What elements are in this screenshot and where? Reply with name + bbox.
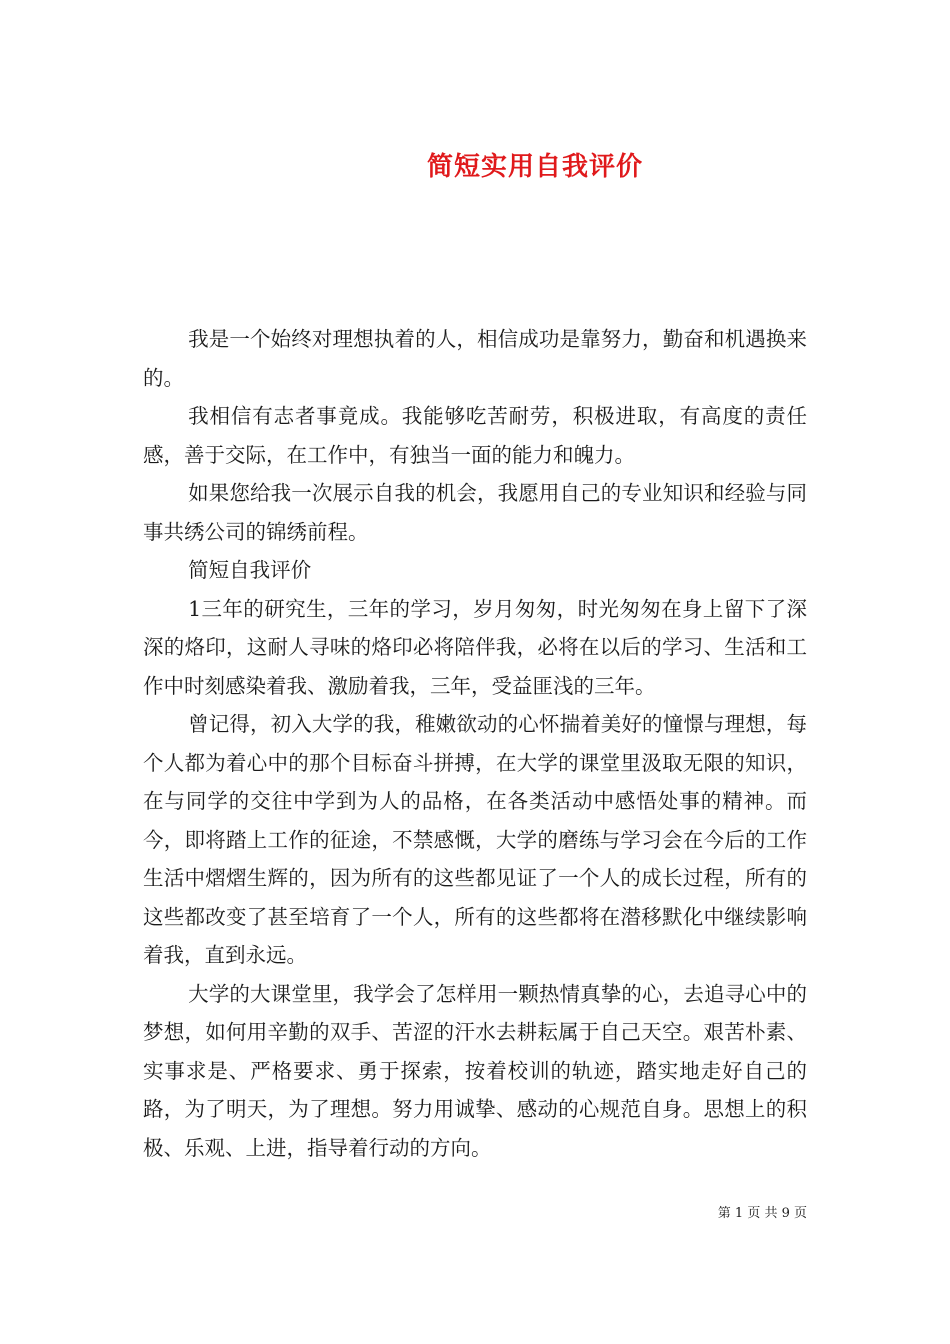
document-title: 简短实用自我评价: [426, 152, 643, 183]
paragraph: 大学的大课堂里，我学会了怎样用一颗热情真挚的心，去追寻心中的梦想，如何用辛勤的双手、苦涩的汗水去耕耘属于自己天空。艰苦朴素、实事求是、严格要求、勇于探索，按着校训的轨迹，踏实地走好自己的路，为了明天，为了理想。努力用诚挚、感动的心规范自身。思想上的积极、乐观、上进，指导着行动的方向。: [143, 981, 807, 1160]
paragraph: 如果您给我一次展示自我的机会，我愿用自己的专业知识和经验与同事共绣公司的锦绣前程。: [143, 481, 807, 544]
document-body: [143, 320, 807, 1167]
paragraph: 1三年的研究生，三年的学习，岁月匆匆，时光匆匆在身上留下了深深的烙印，这耐人寻味的烙印必将陪伴我，必将在以后的学习、生活和工作中时刻感染着我、激励着我，三年，受益匪浅的三年。: [143, 596, 807, 698]
paragraph: 我是一个始终对理想执着的人，相信成功是靠努力，勤奋和机遇换来的。: [143, 327, 807, 390]
section-heading: 简短自我评价: [188, 558, 312, 582]
paragraph: 我相信有志者事竟成。我能够吃苦耐劳，积极进取，有高度的责任感，善于交际，在工作中，有独当一面的能力和魄力。: [143, 404, 807, 467]
page-footer: 第 1 页 共 9 页: [717, 1206, 807, 1221]
paragraph: 曾记得，初入大学的我，稚嫩欲动的心怀揣着美好的憧憬与理想，每个人都为着心中的那个目标奋斗拼搏，在大学的课堂里汲取无限的知识，在与同学的交往中学到为人的品格，在各类活动中感悟处事的精神。而今，即将踏上工作的征途，不禁感慨，大学的磨练与学习会在今后的工作生活中熠熠生辉的，因为所有的这些都见证了一个人的成长过程，所有的这些都改变了甚至培育了一个人，所有的这些都将在潜移默化中继续影响着我，直到永远。: [143, 712, 807, 967]
